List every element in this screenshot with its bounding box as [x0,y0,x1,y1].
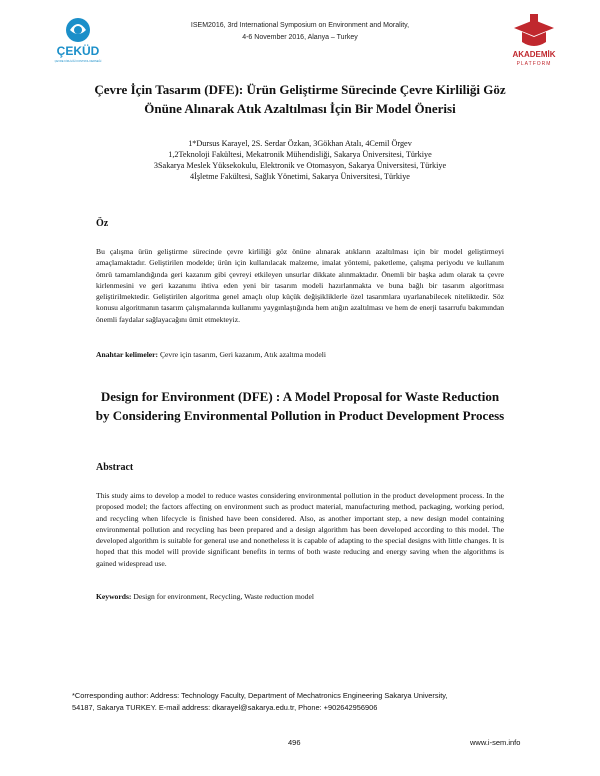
cekud-logo-text: ÇEKÜD [56,44,100,58]
abstract-keywords [96,592,504,601]
cekud-logo-subtext: ÇEVRE KİRLİLİĞİ KONTROL DERNEĞİ [54,60,102,63]
abstract-keywords-label: Keywords: [96,592,132,601]
abstract-keywords-text: Design for environment, Recycling, Waste reduction model [131,592,314,601]
footer-url[interactable]: www.i-sem.info [470,738,521,747]
cekud-logo-icon [48,16,108,66]
footnote-line-1: *Corresponding author: Address: Technology Faculty, Department of Mechatronics Engineering Sakarya University, [72,691,448,700]
oz-keywords-label: Anahtar kelimeler: [96,350,159,359]
footnote-line-2: 54187, Sakarya TURKEY. E-mail address: dkarayel@sakarya.edu.tr, Phone: +902642956906 [72,702,378,712]
affiliation-2: 3Sakarya Meslek Yüksekokulu, Elektronik ve Otomasyon, Sakarya Üniversitesi, Türkiye [153,161,447,170]
author-names: 1*Dursus Karayel, 2S. Serdar Özkan, 3Gökhan Atalı, 4Cemil Örgev [188,139,412,148]
oz-body: Bu çalışma ürün geliştirme sürecinde çevre kirliliği göz önüne alınarak atıkların azaltılması için bir model geliştirmeyi amaçlamaktadır. Geliştirilen modelde; ürün için kullanılacak malzeme, imalat yöntemi, paketleme, çalışma periyodu ve kullanım ömrü tamamlandığında geri kazanım gibi çevreyi etkileyen unsurlar dikkate alınmaktadır. Önemli bir başka adım olarak ta çevre kirlenmesini ve geri kazanımı ihtiva eden yeni bir tasarım modeli hazırlanmakta ve buna bağlı bir tasarım algoritması geliştirilmektedir. Geliştirilen algoritma genel amaçlı olup küçük değişikliklerle özel tasarımlara uyarlanabilecek niteliktedir. Söz konusu algoritmanın tasarım çalışmalarında kullanımı yaygınlaştığında hem atığın azaltılması ve hem de enerji tasarrufu bakımından önemli faydalar sağlayacağını ümit etmekteyiz. [96,247,504,324]
title-en-line-2: by Considering Environmental Pollution in Product Development Process [95,408,505,423]
platform-logo-text: PLATFORM [516,61,552,67]
paper-title-english [60,387,540,425]
corresponding-author-footnote [72,690,542,713]
header-line-1: ISEM2016, 3rd International Symposium on Environment and Morality, [190,22,410,29]
title-tr-line-2: Önüne Alınarak Atık Azaltılması İçin Bir Model Önerisi [144,101,456,116]
oz-keywords-text: Çevre için tasarım, Geri kazanım, Atık azaltma modeli [158,350,326,359]
affiliation-3: 4İşletme Fakültesi, Sağlık Yönetimi, Sakarya Üniversitesi, Türkiye [190,172,410,181]
mortarboard-icon [508,10,560,50]
affiliation-1: 1,2Teknoloji Fakültesi, Mekatronik Mühendisliği, Sakarya Üniversitesi, Türkiye [168,150,432,159]
title-tr-line-1: Çevre İçin Tasarım (DFE): Ürün Geliştirme Sürecinde Çevre Kirliliği Göz [94,82,506,97]
author-block [80,138,520,182]
paper-title-turkish [60,80,540,118]
cekud-logo [48,16,108,66]
akademik-platform-logo [508,10,560,72]
oz-heading: Öz [96,218,109,229]
abstract-body: This study aims to develop a model to reduce wastes considering environmental pollution in the product development process. In the proposed model; the factors affecting on environment such as product material, manufacturing method, packaging, working period, and recycling when lifecycle is finished have been considered. Also, as another important step, a new design model containing environmental pollution and recycling has been prepared and a design algorithm has been developed according to this model. The developed algorithm is suitable for general use and nonetheless it is capable of adapting to the special designs with little changes. It is hoped that this model will provide significant benefits in terms of both waste reducing and energy saving when the algorithms is gained widespread use. [96,491,504,568]
akademik-logo-text: AKADEMİK [512,50,556,59]
abstract-heading: Abstract [96,462,134,473]
title-en-line-1: Design for Environment (DFE) : A Model Proposal for Waste Reduction [100,389,500,404]
header-line-2: 4-6 November 2016, Alanya – Turkey [242,34,358,41]
oz-keywords [96,350,504,359]
conference-header [150,20,450,44]
page-number: 496 [288,738,301,747]
